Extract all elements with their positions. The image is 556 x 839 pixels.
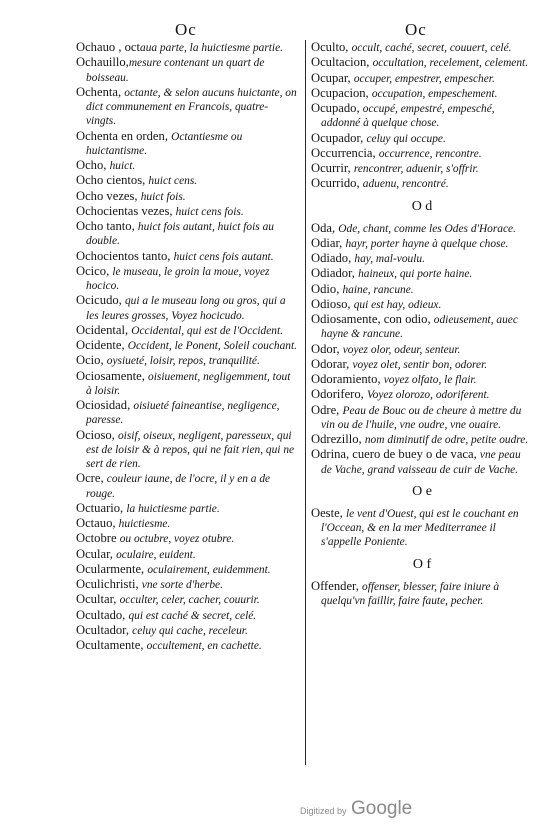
dictionary-entry — [76, 428, 298, 472]
definition: nom diminutif de odre, petite oudre. — [364, 434, 529, 446]
dictionary-entry — [311, 176, 533, 191]
dictionary-entry — [311, 282, 533, 297]
dictionary-entry — [311, 447, 533, 477]
headword: Ocioso, — [76, 427, 118, 442]
headword: Ocupar, — [311, 70, 354, 85]
definition: la huictiesme partie. — [126, 502, 220, 515]
definition: le museau, le groin la moue, voyez hocico. — [86, 265, 270, 292]
column-divider — [305, 40, 306, 765]
dictionary-entry — [76, 293, 298, 323]
definition: qui est caché & secret, celé. — [128, 609, 257, 622]
headword: Ocurrido, — [311, 176, 363, 191]
headword: Ocico, — [76, 263, 113, 278]
dictionary-entry — [311, 312, 533, 342]
headword: Odre, — [311, 402, 343, 417]
watermark-logo-text: Google — [350, 798, 413, 819]
definition: hayr, porter hayne à quelque chose. — [345, 237, 509, 250]
section-heading: O e — [412, 483, 432, 499]
definition: ou octubre, voyez otubre. — [119, 533, 235, 546]
definition: huict cens. — [148, 175, 198, 188]
definition: occulter, celer, cacher, couurir. — [119, 594, 260, 607]
headword: Odorifero, — [311, 387, 367, 402]
dictionary-entry — [311, 387, 533, 402]
dictionary-entry — [76, 204, 298, 219]
definition: celuy qui occupe. — [366, 132, 446, 145]
headword: Ocidental, — [76, 322, 132, 337]
headword: Ocre, — [76, 471, 107, 486]
definition: Occidental, qui est de l'Occident. — [131, 324, 283, 337]
definition: vne sorte d'herbe. — [141, 579, 223, 591]
definition: couleur iaune, de l'ocre, il y en a de rouge. — [86, 473, 271, 500]
headword: Odiar, — [311, 235, 346, 250]
dictionary-entry — [76, 173, 298, 188]
headword: Ocho tanto, — [76, 219, 138, 233]
dictionary-entry — [311, 579, 533, 609]
headword: Ocupacion, — [311, 85, 372, 100]
dictionary-entry — [311, 236, 533, 251]
dictionary-entry — [311, 432, 533, 447]
definition: qui a le museau long ou gros, qui a les leures grosses, Voyez hocicudo. — [86, 295, 286, 322]
definition: mesure contenant un quart de boisseau. — [86, 57, 265, 84]
definition: occult, caché, secret, couuert, celé. — [351, 42, 512, 54]
headword: Ocupado, — [311, 101, 363, 115]
dictionary-entry — [311, 55, 533, 70]
section-heading: O d — [411, 198, 433, 214]
definition: Ode, chant, comme les Odes d'Horace. — [338, 222, 516, 235]
definition: Occident, le Ponent, Soleil couchant. — [127, 340, 297, 352]
headword: Ocular, — [76, 546, 117, 561]
section-heading: O f — [412, 556, 432, 572]
definition: occultation, recelement, celement. — [372, 57, 529, 70]
definition: le vent d'Ouest, qui est le couchant en l'Occean, & en la mer Mediterranee il s'appelle Poniente. — [321, 507, 519, 549]
definition: rencontrer, aduenir, s'offrir. — [353, 163, 479, 175]
dictionary-entry — [311, 357, 533, 372]
headword: Oculto, — [311, 40, 352, 54]
definition: voyez olfato, le flair. — [383, 374, 477, 386]
dictionary-entry — [76, 471, 298, 501]
definition: aua parte, la huictiesme partie. — [140, 42, 283, 54]
dictionary-entry — [311, 101, 533, 131]
dictionary-entry — [311, 297, 533, 312]
definition: aduenu, rencontré. — [362, 178, 449, 191]
headword: Ochauo , oct — [76, 40, 140, 54]
definition: occurrence, rencontre. — [378, 147, 482, 160]
dictionary-entry — [76, 608, 298, 623]
definition: occupation, empeschement. — [371, 87, 498, 100]
headword: Ocultador, — [76, 622, 133, 637]
headword: Ocho cientos, — [76, 173, 149, 188]
dictionary-entry — [76, 219, 298, 249]
dictionary-entry — [76, 40, 298, 55]
headword: Offender, — [311, 578, 363, 593]
dictionary-entry — [311, 221, 533, 236]
dictionary-entry — [76, 592, 298, 607]
headword: Ocultar, — [76, 592, 120, 607]
dictionary-entry — [76, 323, 298, 338]
dictionary-entry — [311, 266, 533, 281]
definition: huict. — [109, 160, 136, 172]
definition: oculaire, euident. — [116, 548, 196, 561]
dictionary-entry — [76, 338, 298, 353]
dictionary-entry — [311, 372, 533, 387]
dictionary-entry — [311, 251, 533, 266]
headword: Odiado, — [311, 251, 355, 265]
headword: Octauo, — [76, 516, 119, 530]
headword: Odio, — [311, 281, 343, 296]
dictionary-entry — [76, 623, 298, 638]
dictionary-entry — [76, 562, 298, 577]
dictionary-entry — [76, 369, 298, 399]
headword: Ociosamente, — [76, 368, 149, 383]
headword: Oeste, — [311, 505, 346, 520]
definition: voyez olor, odeur, senteur. — [342, 343, 461, 356]
headword: Ochocientas vezes, — [76, 203, 176, 218]
definition: oisiueté faineantise, negligence, paresse. — [86, 400, 280, 427]
headword: Odiador, — [311, 266, 359, 281]
headword: Ocupador, — [311, 130, 367, 145]
dictionary-entry — [76, 547, 298, 562]
dictionary-entry — [76, 398, 298, 428]
definition: octante, & selon aucuns huictante, on dict communement en Francois, quatre-vingts. — [86, 86, 297, 128]
definition: voyez olet, sentir bon, odorer. — [352, 358, 488, 371]
dictionary-entry — [76, 353, 298, 368]
headword: Ochenta, — [76, 84, 125, 99]
headword: Ochocientos tanto, — [76, 248, 174, 263]
definition: haine, rancune. — [342, 283, 414, 296]
definition: offenser, blesser, faire iniure à quelqu'vn faillir, faire faute, pecher. — [321, 580, 500, 607]
dictionary-entry — [311, 146, 533, 161]
headword: Ocultado, — [76, 607, 129, 622]
dictionary-entry — [311, 86, 533, 101]
headword: Odrina, cuero de buey o de vaca, — [311, 447, 480, 462]
headword: Oculichristi, — [76, 577, 142, 591]
definition: vne peau de Vache, grand vaisseau de cuir de Vache. — [321, 449, 521, 476]
definition: oisif, oiseux, negligent, paresseux, qui est de loisir & à repos, qui ne fait rien, qui ne sert de rien. — [86, 429, 295, 470]
headword: Ocicudo, — [76, 293, 125, 308]
definition: huict cens fois autant. — [173, 250, 274, 263]
headword: Octuario, — [76, 500, 127, 515]
definition: Voyez olorozo, odoriferent. — [366, 389, 490, 402]
definition: huict cens fois. — [175, 205, 244, 218]
headword: Ocultacion, — [311, 55, 373, 70]
dictionary-entry — [76, 129, 298, 159]
headword: Odor, — [311, 341, 343, 356]
definition: celuy qui cache, receleur. — [132, 624, 248, 637]
dictionary-entry — [76, 85, 298, 129]
headword: Ocultamente, — [76, 638, 147, 652]
dictionary-entry — [76, 189, 298, 204]
dictionary-entry — [311, 71, 533, 86]
definition: Octantiesme ou huictantisme. — [86, 130, 243, 157]
dictionary-entry — [76, 531, 298, 546]
definition: huictiesme. — [118, 518, 171, 530]
definition: oysiueté, loisir, repos, tranquilité. — [106, 355, 260, 368]
definition: qui est hay, odieux. — [353, 298, 442, 311]
dictionary-entry — [311, 131, 533, 146]
definition: occultement, en cachette. — [146, 640, 262, 652]
running-header-left: Oc — [175, 20, 197, 39]
dictionary-entry — [311, 40, 533, 55]
headword: Ocho vezes, — [76, 188, 141, 203]
watermark-small-text: Digitized by — [300, 806, 347, 816]
definition: oculairement, euidemment. — [147, 563, 271, 576]
dictionary-entry — [311, 403, 533, 433]
right-column — [311, 40, 533, 608]
dictionary-entry — [76, 501, 298, 516]
running-header-right: Oc — [405, 20, 427, 39]
headword: Ochauillo, — [76, 55, 129, 70]
definition: occuper, empestrer, empescher. — [353, 72, 495, 85]
dictionary-entry — [76, 638, 298, 653]
dictionary-entry — [76, 516, 298, 531]
definition: haineux, qui porte haine. — [358, 268, 473, 281]
headword: Odiosamente, con odio, — [311, 312, 434, 326]
definition: oisiuement, negligemment, tout à loisir. — [86, 370, 291, 397]
digitized-by-google-watermark — [300, 798, 500, 820]
left-column — [76, 40, 298, 653]
headword: Ocurrir, — [311, 161, 354, 175]
headword: Ocio, — [76, 353, 107, 368]
definition: odieusement, auec hayne & rancune. — [321, 314, 518, 341]
definition: hay, mal-voulu. — [354, 253, 425, 265]
headword: Odioso, — [311, 296, 354, 311]
dictionary-entry — [311, 161, 533, 176]
headword: Ochenta en orden, — [76, 128, 172, 143]
headword: Odoramiento, — [311, 372, 384, 386]
definition: occupé, empestré, empesché, addonné à quelque chose. — [321, 103, 495, 130]
headword: Occurrencia, — [311, 145, 379, 160]
headword: Ocularmente, — [76, 561, 148, 576]
dictionary-entry — [311, 506, 533, 550]
headword: Ocidente, — [76, 338, 128, 352]
dictionary-entry — [76, 55, 298, 85]
headword: Oda, — [311, 220, 339, 235]
definition: huict fois. — [140, 190, 186, 203]
dictionary-entry — [76, 249, 298, 264]
dictionary-entry — [311, 342, 533, 357]
definition: huict fois autant, huict fois au double. — [86, 221, 274, 248]
headword: Odorar, — [311, 356, 353, 371]
dictionary-entry — [76, 264, 298, 294]
headword: Ociosidad, — [76, 398, 134, 412]
headword: Octobre — [76, 531, 120, 546]
dictionary-entry — [76, 158, 298, 173]
dictionary-entry — [76, 577, 298, 592]
definition: Peau de Bouc ou de cheure à mettre du vin ou de l'huile, vne oudre, vne ouaire. — [321, 404, 522, 431]
headword: Ocho, — [76, 158, 110, 172]
headword: Odrezillo, — [311, 432, 365, 446]
